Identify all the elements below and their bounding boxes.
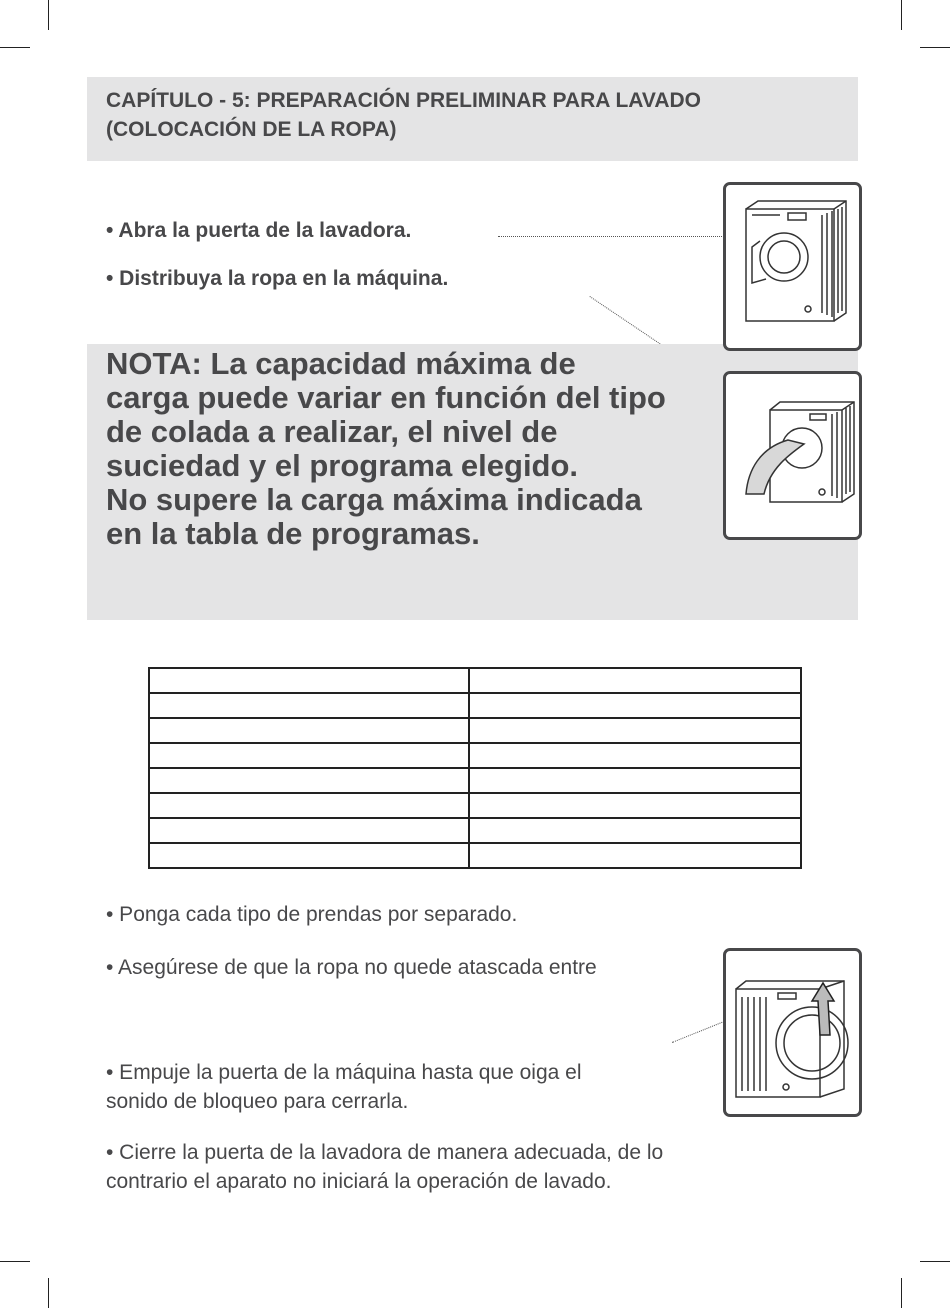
leader-line xyxy=(498,236,726,237)
bullet-push-door-line2: sonido de bloqueo para cerrarla. xyxy=(106,1090,409,1113)
crop-mark xyxy=(48,0,49,30)
note-line: carga puede variar en función del tipo xyxy=(106,380,666,415)
chapter-title xyxy=(106,86,846,144)
washer-closing-door-icon xyxy=(723,948,862,1117)
note-text xyxy=(106,347,716,551)
table-cell xyxy=(149,718,469,743)
table-row xyxy=(149,793,801,818)
table-cell xyxy=(469,693,801,718)
note-line: NOTA: La capacidad máxima de xyxy=(106,346,576,381)
table-cell xyxy=(149,668,469,693)
table-cell xyxy=(149,843,469,868)
chapter-title-line2: (COLOCACIÓN DE LA ROPA) xyxy=(106,118,397,141)
bullet-separate-garments: • Ponga cada tipo de prendas por separado. xyxy=(106,903,518,926)
bullet-clothes-not-stuck: • Asegúrese de que la ropa no quede atascada entre xyxy=(106,956,597,979)
table-cell xyxy=(469,793,801,818)
table-cell xyxy=(469,768,801,793)
table-cell xyxy=(149,768,469,793)
washer-loading-clothes-icon xyxy=(723,371,862,540)
chapter-title-line1: CAPÍTULO - 5: PREPARACIÓN PRELIMINAR PARA LAVADO xyxy=(106,89,702,112)
table-cell xyxy=(149,793,469,818)
table-cell xyxy=(469,718,801,743)
crop-mark xyxy=(901,0,902,30)
table-row xyxy=(149,743,801,768)
note-line: No supere la carga máxima indicada xyxy=(106,482,642,517)
table-cell xyxy=(469,843,801,868)
washer-open-door-icon xyxy=(723,182,862,351)
crop-mark xyxy=(920,1261,950,1262)
step-open-door: • Abra la puerta de la lavadora. xyxy=(106,219,412,242)
leader-line xyxy=(672,1020,726,1043)
bullet-close-door xyxy=(106,1138,796,1196)
table-cell xyxy=(469,818,801,843)
crop-mark xyxy=(920,47,950,48)
table-row xyxy=(149,818,801,843)
table-row xyxy=(149,768,801,793)
step-distribute-clothes: • Distribuya la ropa en la máquina. xyxy=(106,267,449,290)
crop-mark xyxy=(48,1278,49,1308)
note-line: de colada a realizar, el nivel de xyxy=(106,414,558,449)
note-line: suciedad y el programa elegido. xyxy=(106,448,579,483)
crop-mark xyxy=(901,1278,902,1308)
table-cell xyxy=(469,668,801,693)
table-row xyxy=(149,843,801,868)
table-cell xyxy=(149,818,469,843)
note-line: en la tabla de programas. xyxy=(106,516,480,551)
bullet-close-door-line1: • Cierre la puerta de la lavadora de manera adecuada, de lo xyxy=(106,1141,664,1164)
table-cell xyxy=(149,743,469,768)
load-table xyxy=(148,667,802,869)
table-cell xyxy=(469,743,801,768)
bullet-close-door-line2: contrario el aparato no iniciará la operación de lavado. xyxy=(106,1170,612,1193)
bullet-push-door xyxy=(106,1058,796,1116)
table-row xyxy=(149,693,801,718)
table-cell xyxy=(149,693,469,718)
crop-mark xyxy=(0,1261,30,1262)
bullet-push-door-line1: • Empuje la puerta de la máquina hasta que oiga el xyxy=(106,1061,582,1084)
crop-mark xyxy=(0,47,30,48)
table-row xyxy=(149,718,801,743)
table-row xyxy=(149,668,801,693)
